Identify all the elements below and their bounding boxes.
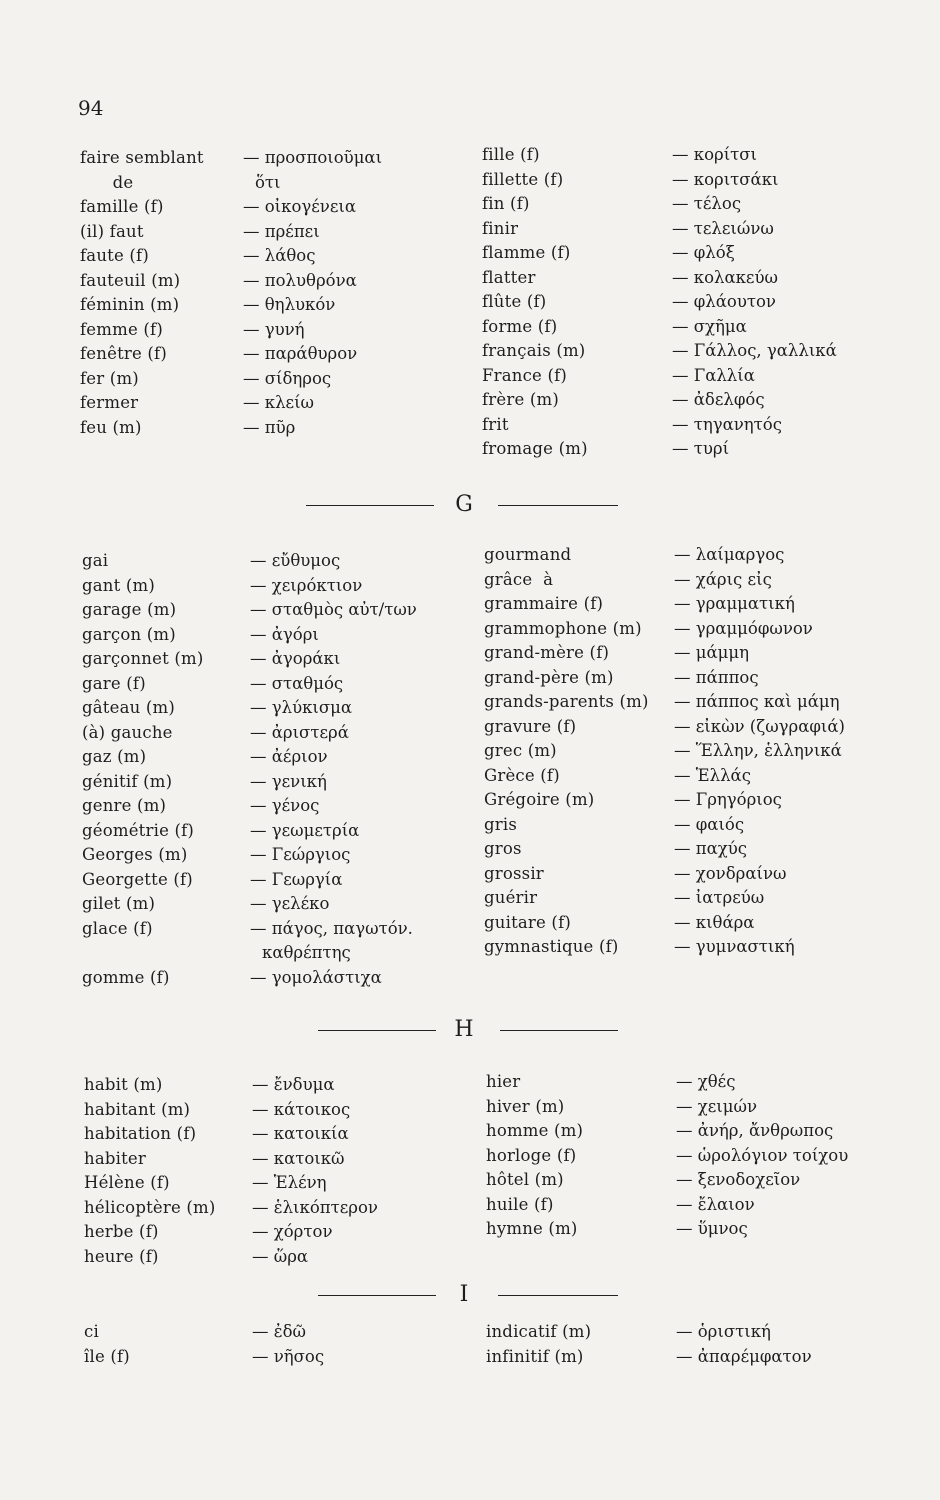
greek-translation: — ἔνδυμα bbox=[252, 1073, 334, 1098]
french-headword: fillette (f) bbox=[482, 169, 564, 189]
greek-translation: — πάππος bbox=[674, 666, 759, 691]
dictionary-entry bbox=[82, 966, 422, 991]
greek-translation: — εὔθυμος bbox=[250, 549, 340, 574]
greek-translation: — Ἑλένη bbox=[252, 1171, 327, 1196]
greek-translation: — κορίτσι bbox=[672, 143, 757, 168]
dictionary-entry bbox=[80, 269, 420, 294]
french-headword: gros bbox=[484, 839, 522, 858]
dictionary-entry bbox=[484, 886, 884, 911]
dictionary-entry bbox=[80, 195, 420, 220]
french-headword: fin (f) bbox=[482, 194, 530, 213]
french-headword: fenêtre (f) bbox=[80, 344, 167, 363]
dictionary-entry bbox=[484, 543, 884, 568]
french-headword: français (m) bbox=[482, 341, 586, 360]
page-number: 94 bbox=[78, 96, 104, 120]
french-headword: feu (m) bbox=[80, 417, 142, 437]
section-f-left-column bbox=[80, 146, 420, 440]
dictionary-entry bbox=[484, 739, 884, 764]
greek-translation: — Ἑλλάς bbox=[674, 764, 751, 789]
dictionary-entry bbox=[482, 192, 862, 217]
greek-translation: — ἔλαιον bbox=[676, 1193, 755, 1218]
french-headword: hôtel (m) bbox=[486, 1170, 564, 1189]
dictionary-entry bbox=[82, 917, 422, 942]
greek-translation: — ἀδελφός bbox=[672, 388, 765, 413]
french-headword: habiter bbox=[84, 1148, 146, 1168]
french-headword: géométrie (f) bbox=[82, 820, 195, 840]
greek-translation: — γραμματική bbox=[674, 592, 795, 617]
section-f-right-column bbox=[482, 143, 862, 462]
greek-translation: — χονδραίνω bbox=[674, 862, 786, 887]
greek-translation: — ἀέριον bbox=[250, 745, 328, 770]
greek-translation: — Γεωργία bbox=[250, 868, 342, 893]
french-headword: frère (m) bbox=[482, 390, 559, 409]
dictionary-entry bbox=[82, 696, 422, 721]
french-headword: fauteuil (m) bbox=[80, 270, 181, 290]
greek-translation: — χειμών bbox=[676, 1095, 757, 1120]
greek-translation: — Ἕλλην, ἑλληνικά bbox=[674, 739, 842, 764]
dictionary-entry bbox=[486, 1193, 886, 1218]
dictionary-entry bbox=[84, 1245, 424, 1270]
greek-translation: — γλύκισμα bbox=[250, 696, 352, 721]
dictionary-entry bbox=[484, 641, 884, 666]
section-letter: I bbox=[459, 1282, 469, 1307]
header-rule-left bbox=[306, 505, 434, 506]
french-headword: de bbox=[80, 172, 134, 192]
french-headword: grec (m) bbox=[484, 741, 557, 760]
french-headword: homme (m) bbox=[486, 1121, 584, 1140]
dictionary-entry bbox=[80, 416, 420, 441]
dictionary-entry bbox=[482, 413, 862, 438]
dictionary-entry bbox=[84, 1320, 424, 1345]
french-headword: Georgette (f) bbox=[82, 869, 193, 889]
section-h-right-column bbox=[486, 1070, 886, 1242]
dictionary-entry bbox=[484, 911, 884, 936]
greek-translation: — Γεώργιος bbox=[250, 843, 350, 868]
dictionary-entry bbox=[484, 617, 884, 642]
greek-translation: — τυρί bbox=[672, 437, 729, 462]
dictionary-entry bbox=[482, 339, 862, 364]
french-headword: faute (f) bbox=[80, 246, 149, 265]
dictionary-entry bbox=[84, 1122, 424, 1147]
french-headword: gare (f) bbox=[82, 673, 146, 693]
greek-translation: — γελέκο bbox=[250, 892, 329, 917]
dictionary-entry bbox=[80, 244, 420, 269]
french-headword: genre (m) bbox=[82, 796, 167, 815]
french-headword: génitif (m) bbox=[82, 771, 173, 791]
dictionary-entry bbox=[482, 143, 862, 168]
dictionary-entry bbox=[484, 862, 884, 887]
greek-translation: — γενική bbox=[250, 770, 327, 795]
dictionary-entry bbox=[486, 1217, 886, 1242]
dictionary-entry bbox=[80, 367, 420, 392]
dictionary-entry bbox=[84, 1147, 424, 1172]
french-headword: grossir bbox=[484, 863, 544, 883]
dictionary-entry bbox=[484, 568, 884, 593]
greek-translation: — φαιός bbox=[674, 813, 744, 838]
greek-translation: — ἀπαρέμφατον bbox=[676, 1345, 812, 1370]
dictionary-entry bbox=[486, 1168, 886, 1193]
french-headword: grâce à bbox=[484, 569, 554, 589]
section-h-left-column bbox=[84, 1073, 424, 1269]
french-headword: fromage (m) bbox=[482, 439, 588, 458]
section-header-g bbox=[0, 490, 940, 520]
greek-translation: — πρέπει bbox=[243, 220, 320, 245]
french-headword: flamme (f) bbox=[482, 243, 571, 262]
greek-translation: — ὥρα bbox=[252, 1245, 308, 1270]
greek-translation: — ἰατρεύω bbox=[674, 886, 764, 911]
dictionary-entry bbox=[486, 1070, 886, 1095]
dictionary-entry bbox=[82, 672, 422, 697]
french-headword: gaz (m) bbox=[82, 747, 147, 766]
greek-translation: — γεωμετρία bbox=[250, 819, 359, 844]
french-headword: gâteau (m) bbox=[82, 698, 176, 717]
dictionary-entry bbox=[482, 364, 862, 389]
dictionary-entry bbox=[84, 1345, 424, 1370]
french-headword: garage (m) bbox=[82, 600, 177, 619]
french-headword: (il) faut bbox=[80, 221, 144, 241]
greek-translation: — γυνή bbox=[243, 318, 305, 343]
greek-translation: — χθές bbox=[676, 1070, 735, 1095]
greek-translation: — χάρις εἰς bbox=[674, 568, 772, 593]
dictionary-entry bbox=[82, 549, 422, 574]
dictionary-entry bbox=[82, 819, 422, 844]
greek-translation: — σταθμὸς αὐτ/των bbox=[250, 598, 417, 623]
section-header-h bbox=[0, 1015, 940, 1045]
french-headword: glace (f) bbox=[82, 918, 153, 938]
dictionary-entry bbox=[486, 1144, 886, 1169]
french-headword: infinitif (m) bbox=[486, 1346, 584, 1366]
greek-translation: — ἀγόρι bbox=[250, 623, 319, 648]
greek-translation: — τηγανητός bbox=[672, 413, 782, 438]
dictionary-entry bbox=[80, 391, 420, 416]
french-headword: garçonnet (m) bbox=[82, 649, 204, 668]
dictionary-entry bbox=[482, 241, 862, 266]
french-headword: (à) gauche bbox=[82, 722, 173, 742]
greek-translation: — ἑλικόπτερον bbox=[252, 1196, 378, 1221]
french-headword: gomme (f) bbox=[82, 967, 170, 987]
greek-translation: — νῆσος bbox=[252, 1345, 324, 1370]
greek-translation: — ἀγοράκι bbox=[250, 647, 340, 672]
section-letter: G bbox=[455, 492, 473, 517]
french-headword: heure (f) bbox=[84, 1246, 159, 1266]
dictionary-entry bbox=[482, 437, 862, 462]
greek-translation: — ὡρολόγιον τοίχου bbox=[676, 1144, 848, 1169]
greek-translation: — τελειώνω bbox=[672, 217, 774, 242]
header-rule-right bbox=[498, 505, 618, 506]
section-i-left-column bbox=[84, 1320, 424, 1369]
french-headword: guérir bbox=[484, 888, 538, 907]
dictionary-entry bbox=[482, 217, 862, 242]
french-headword: Georges (m) bbox=[82, 845, 188, 864]
french-headword: gris bbox=[484, 814, 517, 834]
greek-translation: — κατοικία bbox=[252, 1122, 349, 1147]
french-headword: Hélène (f) bbox=[84, 1173, 170, 1192]
french-headword: flûte (f) bbox=[482, 292, 547, 311]
greek-translation: — ὕμνος bbox=[676, 1217, 748, 1242]
dictionary-entry bbox=[482, 290, 862, 315]
greek-translation: — κολακεύω bbox=[672, 266, 778, 291]
greek-translation: — ἐδῶ bbox=[252, 1320, 306, 1345]
greek-translation: — ἀνήρ, ἄνθρωπος bbox=[676, 1119, 833, 1144]
french-headword: habit (m) bbox=[84, 1075, 163, 1094]
french-headword: France (f) bbox=[482, 365, 568, 385]
greek-translation: — σχῆμα bbox=[672, 315, 747, 340]
french-headword: gai bbox=[82, 551, 109, 570]
dictionary-entry bbox=[80, 146, 420, 171]
french-headword: habitant (m) bbox=[84, 1099, 191, 1119]
french-headword: indicatif (m) bbox=[486, 1322, 592, 1341]
french-headword: horloge (f) bbox=[486, 1145, 577, 1165]
dictionary-entry bbox=[82, 598, 422, 623]
greek-translation: — Γάλλος, γαλλικά bbox=[672, 339, 837, 364]
dictionary-entry bbox=[484, 666, 884, 691]
header-rule-left bbox=[318, 1030, 436, 1031]
french-headword: grand-mère (f) bbox=[484, 643, 610, 662]
french-headword: féminin (m) bbox=[80, 295, 180, 314]
greek-translation: — γραμμόφωνον bbox=[674, 617, 813, 642]
french-headword: hiver (m) bbox=[486, 1096, 565, 1116]
dictionary-entry bbox=[486, 1345, 886, 1370]
dictionary-entry bbox=[486, 1320, 886, 1345]
greek-translation: — κατοικῶ bbox=[252, 1147, 345, 1172]
french-headword: hier bbox=[486, 1072, 521, 1091]
french-headword: faire semblant bbox=[80, 148, 204, 167]
header-rule-left bbox=[318, 1295, 436, 1296]
greek-translation: — χόρτον bbox=[252, 1220, 332, 1245]
french-headword: garçon (m) bbox=[82, 624, 176, 644]
greek-translation: — κιθάρα bbox=[674, 911, 754, 936]
french-headword: grands-parents (m) bbox=[484, 692, 649, 711]
dictionary-entry bbox=[80, 293, 420, 318]
dictionary-entry bbox=[82, 721, 422, 746]
french-headword: gant (m) bbox=[82, 575, 156, 595]
french-headword: femme (f) bbox=[80, 319, 163, 339]
dictionary-entry bbox=[82, 794, 422, 819]
greek-translation: — χειρόκτιον bbox=[250, 574, 362, 599]
dictionary-entry bbox=[82, 623, 422, 648]
greek-translation: — θηλυκόν bbox=[243, 293, 335, 318]
french-headword: ci bbox=[84, 1322, 99, 1341]
dictionary-entry bbox=[482, 168, 862, 193]
dictionary-entry bbox=[486, 1119, 886, 1144]
french-headword: gravure (f) bbox=[484, 716, 577, 736]
french-headword: Grèce (f) bbox=[484, 765, 560, 785]
dictionary-entry bbox=[80, 220, 420, 245]
french-headword: île (f) bbox=[84, 1346, 130, 1366]
dictionary-entry bbox=[484, 935, 884, 960]
french-headword: fille (f) bbox=[482, 145, 540, 164]
dictionary-entry bbox=[484, 813, 884, 838]
greek-translation: — γυμναστική bbox=[674, 935, 795, 960]
greek-translation: — παράθυρον bbox=[243, 342, 357, 367]
greek-translation: — ξενοδοχεῖον bbox=[676, 1168, 800, 1193]
header-rule-right bbox=[500, 1030, 618, 1031]
greek-translation: — κάτοικος bbox=[252, 1098, 350, 1123]
greek-translation: — Γρηγόριος bbox=[674, 788, 782, 813]
greek-translation: καθρέπτης bbox=[262, 943, 351, 962]
greek-translation: — πάππος καὶ μάμη bbox=[674, 690, 840, 715]
dictionary-entry bbox=[84, 1073, 424, 1098]
french-headword: gymnastique (f) bbox=[484, 937, 619, 956]
dictionary-entry bbox=[84, 1171, 424, 1196]
dictionary-entry bbox=[484, 715, 884, 740]
greek-translation: — σίδηρος bbox=[243, 367, 331, 392]
greek-translation: — παχύς bbox=[674, 837, 747, 862]
greek-translation: — ὁριστική bbox=[676, 1320, 771, 1345]
dictionary-entry bbox=[482, 388, 862, 413]
greek-translation: — ἀριστερά bbox=[250, 721, 349, 746]
french-headword: Grégoire (m) bbox=[484, 790, 595, 809]
french-headword: grammaire (f) bbox=[484, 594, 604, 613]
french-headword: flatter bbox=[482, 267, 536, 287]
greek-translation: — πῦρ bbox=[243, 416, 295, 441]
greek-translation: ὅτι bbox=[255, 172, 281, 192]
french-headword: hélicoptère (m) bbox=[84, 1197, 216, 1217]
dictionary-entry bbox=[484, 764, 884, 789]
dictionary-entry bbox=[482, 315, 862, 340]
french-headword: finir bbox=[482, 218, 519, 238]
dictionary-entry bbox=[84, 1196, 424, 1221]
french-headword: herbe (f) bbox=[84, 1222, 159, 1241]
section-i-right-column bbox=[486, 1320, 886, 1369]
greek-translation: — λάθος bbox=[243, 244, 315, 269]
french-headword: fermer bbox=[80, 393, 139, 412]
french-headword: forme (f) bbox=[482, 316, 558, 336]
greek-translation: — εἰκὼν (ζωγραφιά) bbox=[674, 715, 845, 740]
section-letter: H bbox=[454, 1017, 474, 1042]
french-headword: fer (m) bbox=[80, 368, 139, 388]
dictionary-entry bbox=[484, 837, 884, 862]
dictionary-entry bbox=[82, 892, 422, 917]
french-headword: famille (f) bbox=[80, 197, 164, 216]
dictionary-entry bbox=[82, 941, 422, 966]
french-headword: habitation (f) bbox=[84, 1124, 197, 1143]
greek-translation: — οἰκογένεια bbox=[243, 195, 356, 220]
dictionary-entry bbox=[484, 592, 884, 617]
greek-translation: — κλείω bbox=[243, 391, 314, 416]
section-header-i bbox=[0, 1280, 940, 1310]
greek-translation: — σταθμός bbox=[250, 672, 343, 697]
greek-translation: — πάγος, παγωτόν. bbox=[250, 917, 413, 942]
greek-translation: — τέλος bbox=[672, 192, 741, 217]
section-g-left-column bbox=[82, 549, 422, 990]
dictionary-entry bbox=[82, 745, 422, 770]
greek-translation: — γένος bbox=[250, 794, 319, 819]
greek-translation: — γομολάστιχα bbox=[250, 966, 382, 991]
dictionary-entry bbox=[484, 690, 884, 715]
greek-translation: — μάμμη bbox=[674, 641, 749, 666]
french-headword: gourmand bbox=[484, 545, 572, 564]
dictionary-entry bbox=[84, 1098, 424, 1123]
dictionary-entry bbox=[80, 171, 420, 196]
greek-translation: — Γαλλία bbox=[672, 364, 755, 389]
dictionary-entry bbox=[82, 770, 422, 795]
french-headword: guitare (f) bbox=[484, 912, 572, 932]
section-g-right-column bbox=[484, 543, 884, 960]
dictionary-entry bbox=[82, 647, 422, 672]
dictionary-entry bbox=[484, 788, 884, 813]
dictionary-entry bbox=[80, 342, 420, 367]
greek-translation: — φλάουτον bbox=[672, 290, 776, 315]
french-headword: frit bbox=[482, 414, 509, 434]
greek-translation: — λαίμαργος bbox=[674, 543, 784, 568]
french-headword: gilet (m) bbox=[82, 894, 156, 913]
dictionary-entry bbox=[482, 266, 862, 291]
french-headword: grammophone (m) bbox=[484, 618, 642, 638]
dictionary-entry bbox=[82, 574, 422, 599]
header-rule-right bbox=[498, 1295, 618, 1296]
greek-translation: — φλόξ bbox=[672, 241, 735, 266]
dictionary-entry bbox=[84, 1220, 424, 1245]
french-headword: huile (f) bbox=[486, 1194, 554, 1214]
greek-translation: — πολυθρόνα bbox=[243, 269, 357, 294]
french-headword: grand-père (m) bbox=[484, 667, 614, 687]
dictionary-entry bbox=[82, 868, 422, 893]
greek-translation: — κοριτσάκι bbox=[672, 168, 778, 193]
greek-translation: — προσποιοῦμαι bbox=[243, 146, 382, 171]
dictionary-entry bbox=[486, 1095, 886, 1120]
french-headword: hymne (m) bbox=[486, 1219, 578, 1238]
dictionary-entry bbox=[82, 843, 422, 868]
dictionary-entry bbox=[80, 318, 420, 343]
